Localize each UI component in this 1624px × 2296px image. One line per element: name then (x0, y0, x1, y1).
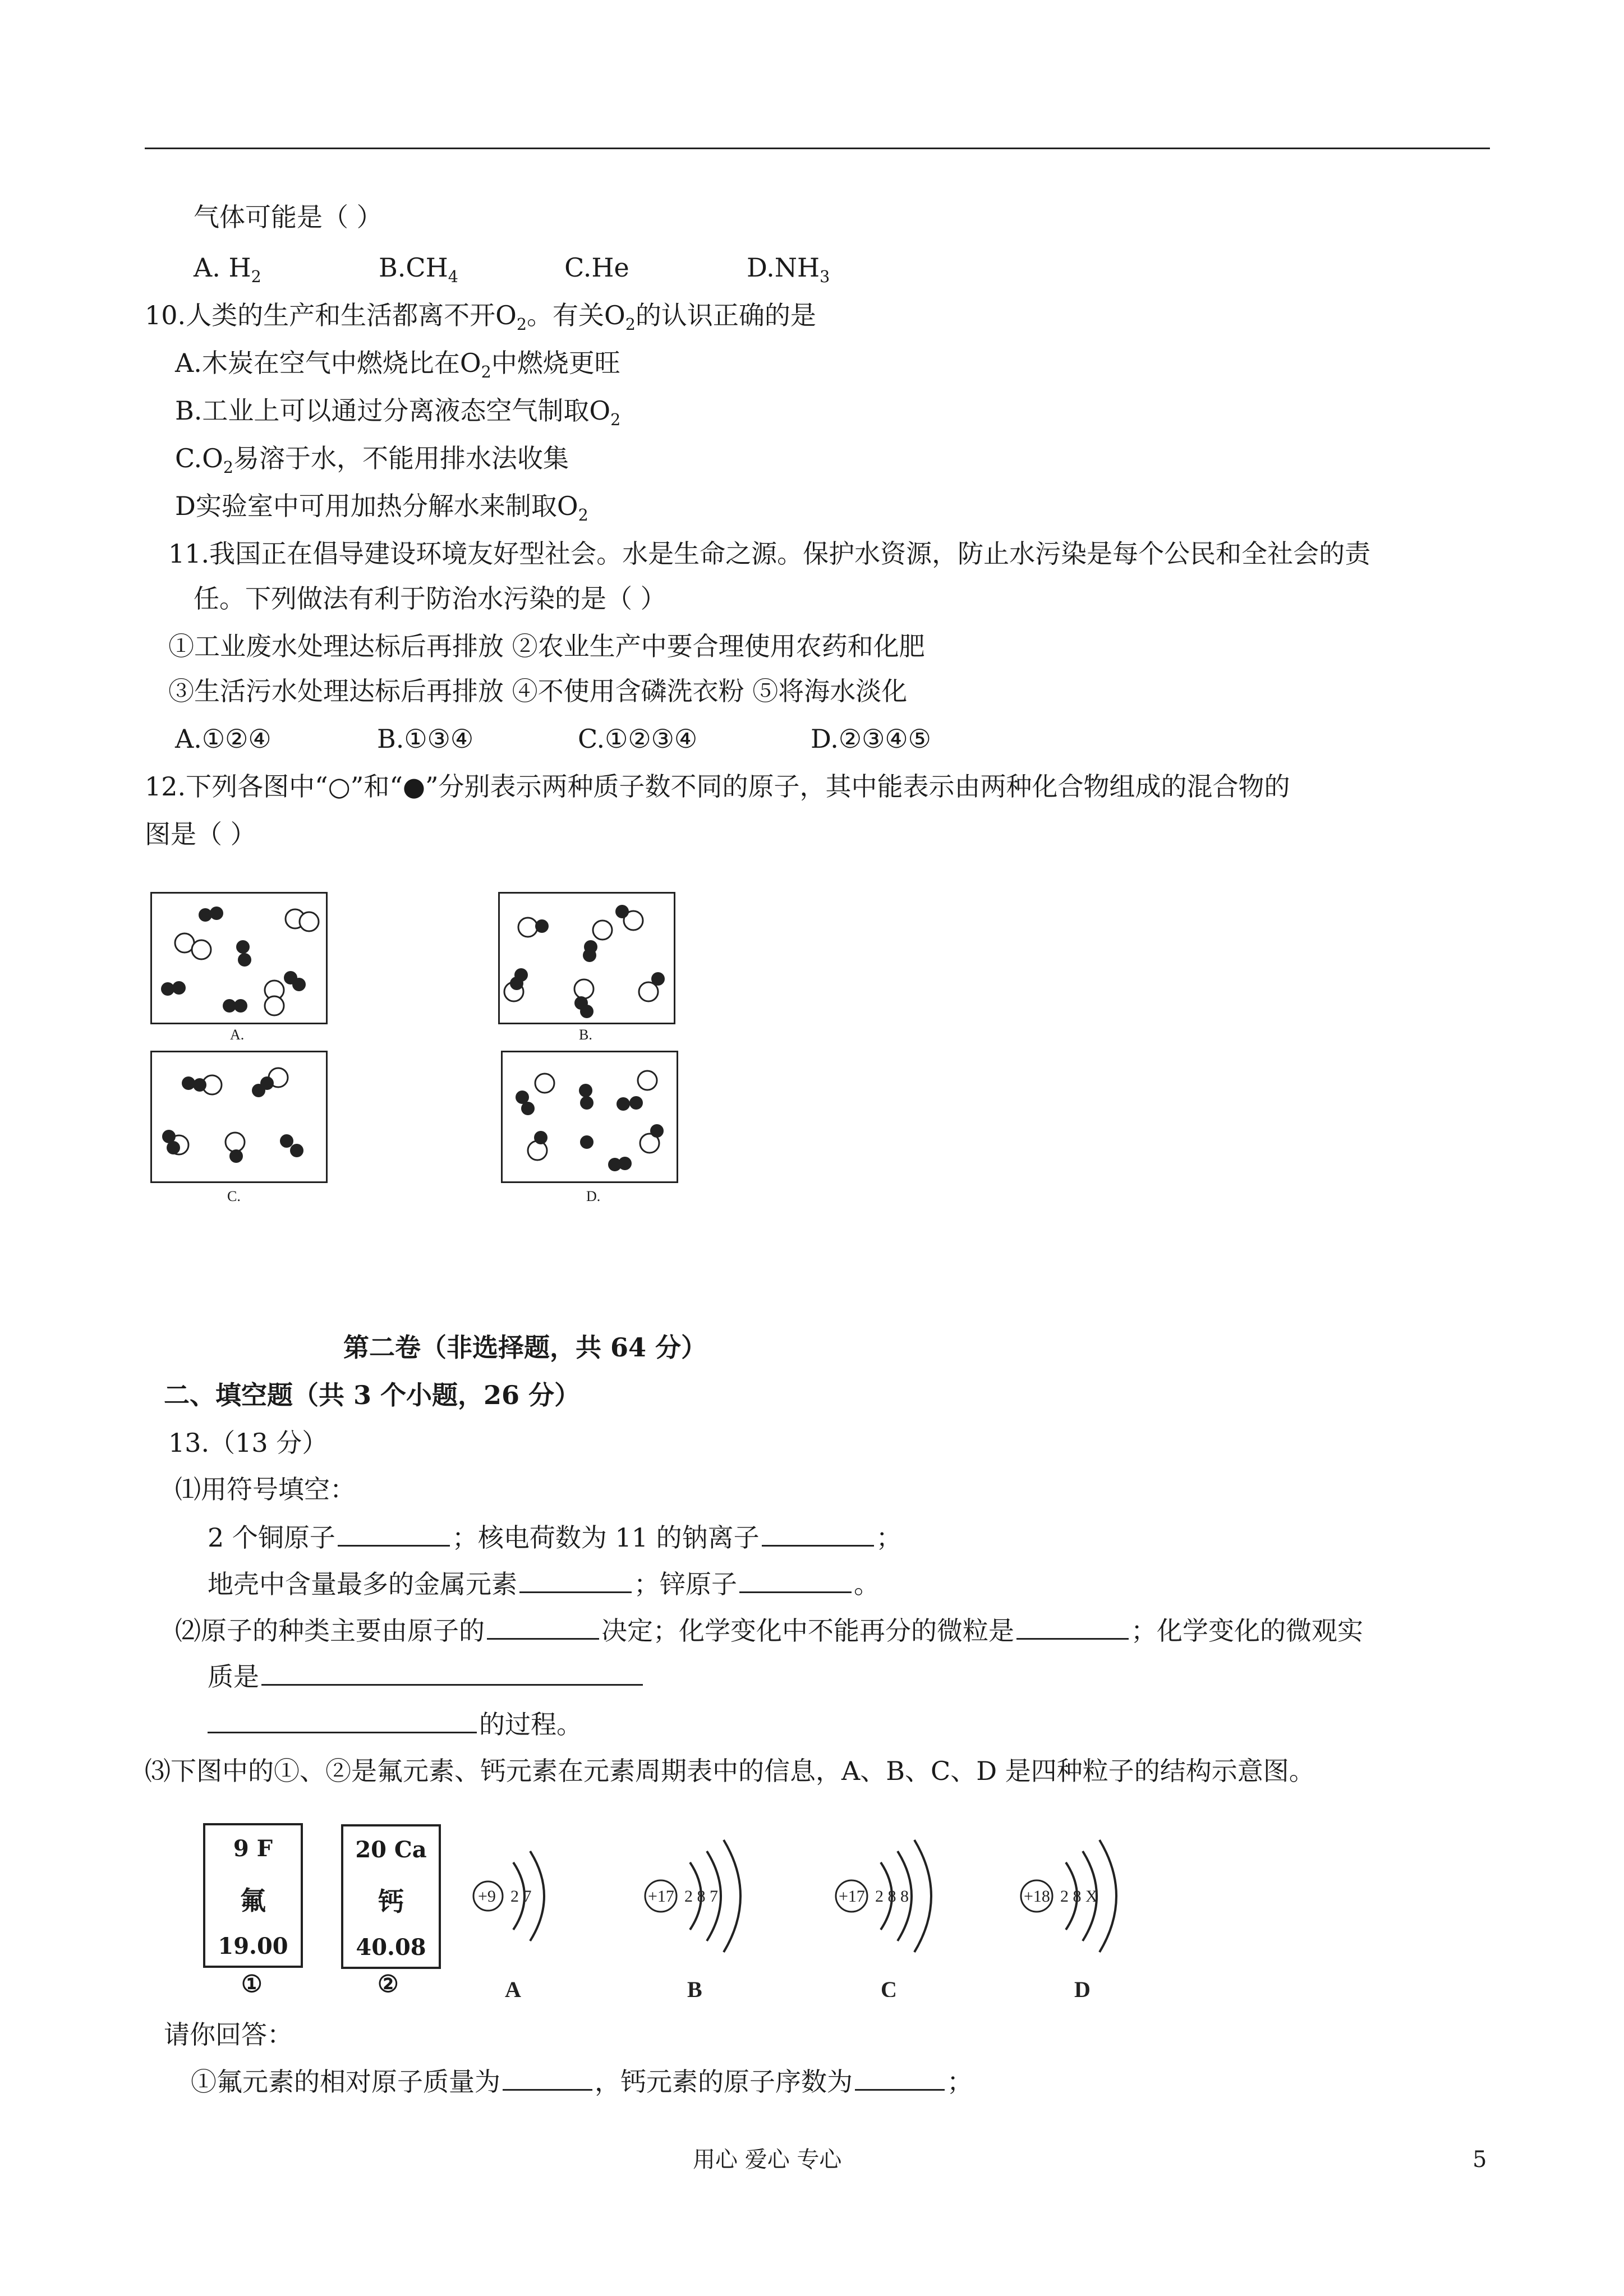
footer-motto: 用心 爱心 专心 (693, 2147, 842, 2173)
q11-option-c: C.①②③④ (578, 724, 698, 754)
caption-d: D. (586, 1188, 601, 1204)
q11-items1: ①工业废水处理达标后再排放 ②农业生产中要合理使用农药和化肥 (168, 631, 925, 661)
caption-a: A. (230, 1027, 245, 1043)
shells-c: 2 8 8 (875, 1887, 909, 1906)
particle-diagrams (466, 1829, 1139, 1997)
q11-option-b: B.①③④ (377, 724, 474, 754)
q11-line1: 11.我国正在倡导建设环境友好型社会。水是生命之源。保护水资源，防止水污染是每个公民和全社会的责 (168, 539, 1371, 569)
answer-blank[interactable] (855, 2065, 945, 2091)
answer-blank[interactable] (503, 2065, 592, 2091)
diagram-c (150, 1051, 328, 1183)
q11-option-d: D.②③④⑤ (811, 724, 931, 754)
diagram-d (501, 1051, 678, 1183)
q11-items2: ③生活污水处理达标后再排放 ④不使用含磷洗衣粉 ⑤将海水淡化 (168, 676, 908, 706)
element-mark-2: ② (378, 1970, 399, 1998)
shells-b: 2 8 7 (684, 1887, 718, 1906)
q13-part1: ⑴用符号填空： (175, 1474, 356, 1504)
q13-line2: 地壳中含量最多的金属元素 ；锌原子 。 (208, 1569, 880, 1599)
q9-options: A. $H_2$ $B.CH_4$ C.He $D.NH_3$ (194, 252, 830, 287)
q12-line2: 图是（ ） (145, 819, 256, 849)
diagram-a (150, 892, 328, 1024)
header-rule (145, 148, 1490, 149)
q12-line1: 12.下列各图中“○”和“●”分别表示两种质子数不同的原子，其中能表示由两种化合物组成的混合物的 (145, 771, 1290, 802)
particle-label-c: C (881, 1977, 897, 1997)
answer-blank[interactable] (519, 1568, 632, 1593)
q10-option-c: $C.O_2$易溶于水，不能用排水法收集 (175, 443, 569, 477)
nucleus-c: +17 (839, 1887, 865, 1906)
particle-label-a: A (505, 1977, 521, 1997)
particle-label-b: B (687, 1977, 702, 1997)
q13-part2-end: 的过程。 (208, 1708, 582, 1740)
q13-line1: 2 个铜原子 ；核电荷数为 11 的钠离子 ； (208, 1522, 902, 1553)
q10-option-b: B.工业上可以通过分离液态空气制取$O_2$ (175, 395, 621, 430)
answer-blank[interactable] (261, 1660, 643, 1686)
answer-blank[interactable] (762, 1521, 874, 1547)
part2-title: 第二卷（非选择题，共 64 分） (343, 1332, 707, 1363)
q10-option-d: D实验室中可用加热分解水来制取$O_2$ (175, 491, 588, 525)
q13-part2-cont: 质是 (208, 1660, 645, 1692)
answer-blank[interactable] (1016, 1614, 1129, 1640)
caption-c: C. (227, 1188, 241, 1204)
nucleus-d: +18 (1024, 1887, 1050, 1906)
q13-sub1: ①氟元素的相对原子质量为 ，钙元素的原子序数为 ； (191, 2067, 973, 2097)
q11-line2: 任。下列做法有利于防治水污染的是（ ） (194, 583, 666, 614)
q13-head: 13.（13 分） (168, 1428, 328, 1458)
caption-b: B. (579, 1027, 592, 1043)
element-mark-1: ① (241, 1970, 263, 1998)
q10-stem: 10.人类的生产和生活都离不开$O_2$。有关$O_2$的认识正确的是 (145, 300, 816, 334)
shells-d: 2 8 X (1060, 1887, 1098, 1906)
answer-blank[interactable] (487, 1614, 599, 1640)
q9-tail: 气体可能是（ ） (194, 202, 383, 232)
particle-label-d: D (1074, 1977, 1091, 1997)
q10-option-a: A.木炭在空气中燃烧比在$O_2$中燃烧更旺 (175, 348, 620, 382)
q13-part3: ⑶下图中的①、②是氟元素、钙元素在元素周期表中的信息，A、B、C、D 是四种粒子的结构示意图。 (145, 1756, 1315, 1786)
diagram-b (498, 892, 675, 1024)
ask-prompt: 请你回答： (164, 2019, 293, 2050)
element-card-fluorine: 9 F 氟 19.00 (203, 1823, 303, 1968)
answer-blank[interactable] (739, 1568, 852, 1593)
shells-a: 2 7 (510, 1887, 532, 1906)
nucleus-b: +17 (648, 1887, 674, 1906)
q13-part2: ⑵原子的种类主要由原子的 决定；化学变化中不能再分的微粒是 ；化学变化的微观实 (175, 1616, 1363, 1646)
page-number: 5 (1473, 2147, 1487, 2173)
nucleus-a: +9 (478, 1887, 496, 1906)
element-card-calcium: 20 Ca 钙 40.08 (341, 1824, 441, 1969)
section-heading: 二、填空题（共 3 个小题，26 分） (164, 1380, 581, 1410)
answer-blank[interactable] (208, 1708, 477, 1733)
answer-blank[interactable] (338, 1521, 450, 1547)
q11-option-a: A.①②④ (175, 724, 272, 754)
